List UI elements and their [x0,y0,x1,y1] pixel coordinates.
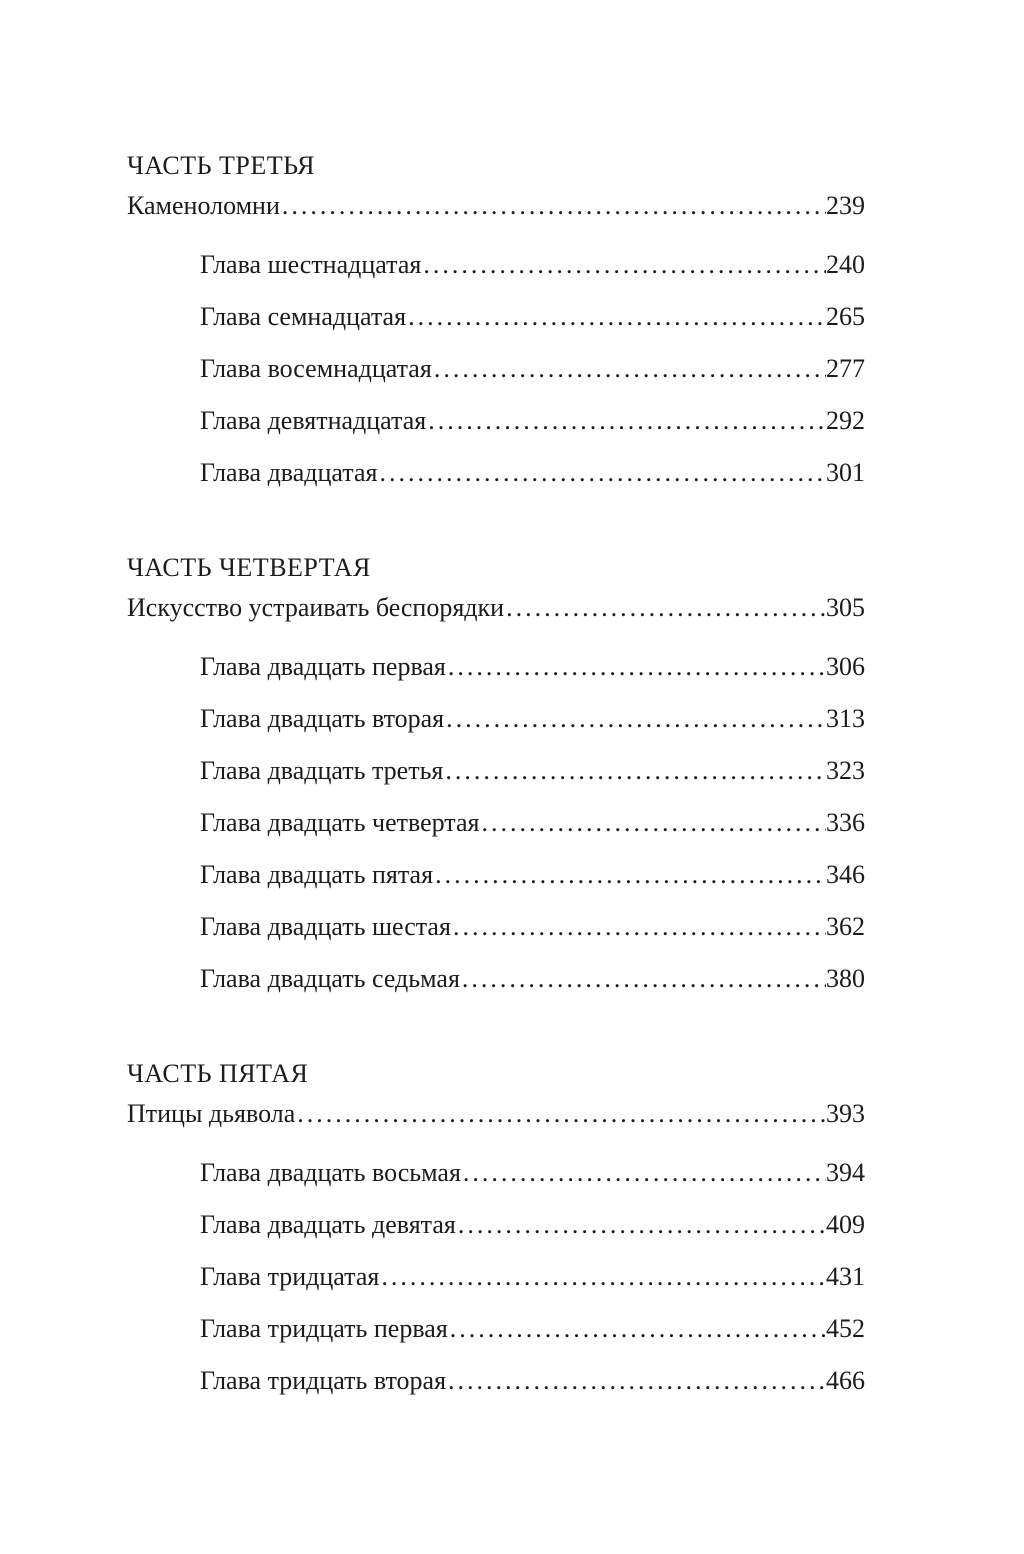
dot-leader [463,1160,826,1186]
chapter-label: Глава двадцать седьмая [200,964,460,993]
dot-leader [282,186,826,226]
toc-part [127,548,865,992]
chapter-page-number: 336 [826,808,865,837]
chapter-label: Глава двадцать первая [200,652,446,681]
chapter-label: Глава шестнадцатая [200,250,422,279]
chapter-page-number: 409 [826,1210,865,1239]
chapter-label: Глава тридцатая [200,1262,380,1291]
dot-leader [423,252,826,278]
chapter-page-number: 394 [826,1158,865,1187]
toc-entry [200,758,865,784]
chapter-page-number: 301 [826,458,865,487]
dot-leader [435,862,826,888]
part-title: ЧАСТЬ ЧЕТВЕРТАЯ [127,553,371,582]
toc-entry [200,1316,865,1342]
dot-leader [381,1264,826,1290]
part-title: ЧАСТЬ ТРЕТЬЯ [127,151,316,180]
chapter-label: Глава семнадцатая [200,302,407,331]
part-subtitle-label: Каменоломни [127,191,280,220]
part-page-number: 239 [826,191,865,220]
chapter-label: Глава тридцать первая [200,1314,448,1343]
chapter-label: Глава двадцать восьмая [200,1158,461,1187]
dot-leader [448,654,826,680]
chapter-label: Глава двадцать четвертая [200,808,480,837]
part-page-number: 305 [826,593,865,622]
chapter-page-number: 466 [826,1366,865,1395]
dot-leader [481,810,826,836]
dot-leader [462,966,826,992]
chapter-page-number: 431 [826,1262,865,1291]
chapter-page-number: 277 [826,354,865,383]
chapter-page-number: 265 [826,302,865,331]
chapter-label: Глава тридцать вторая [200,1366,447,1395]
toc-entry [200,914,865,940]
dot-leader [408,304,826,330]
chapter-label: Глава двадцатая [200,458,378,487]
toc-entry [200,810,865,836]
toc-entry [200,862,865,888]
chapter-page-number: 313 [826,704,865,733]
chapter-label: Глава девятнадцатая [200,406,427,435]
chapter-label: Глава двадцать третья [200,756,444,785]
dot-leader [445,758,826,784]
dot-leader [446,706,826,732]
chapter-page-number: 380 [826,964,865,993]
chapter-page-number: 306 [826,652,865,681]
toc-entry [200,966,865,992]
chapter-label: Глава двадцать пятая [200,860,434,889]
chapter-page-number: 452 [826,1314,865,1343]
part-subtitle-label: Искусство устраивать беспорядки [127,593,505,622]
toc-entry [200,356,865,382]
toc-part [127,1054,865,1394]
chapter-label: Глава двадцать шестая [200,912,451,941]
chapter-page-number: 292 [826,406,865,435]
chapter-label: Глава двадцать девятая [200,1210,456,1239]
toc-entry [200,1160,865,1186]
chapter-page-number: 346 [826,860,865,889]
chapter-label: Глава двадцать вторая [200,704,445,733]
chapter-page-number: 323 [826,756,865,785]
toc-entry [200,252,865,278]
part-page-number: 393 [826,1099,865,1128]
table-of-contents [127,146,865,1394]
dot-leader [379,460,826,486]
dot-leader [450,1316,826,1342]
dot-leader [453,914,826,940]
chapter-list [127,654,865,992]
dot-leader [506,588,826,628]
toc-entry [200,706,865,732]
part-subtitle-label: Птицы дьявола [127,1099,296,1128]
part-subtitle-row [127,1094,865,1134]
toc-entry [200,460,865,486]
toc-entry [200,654,865,680]
toc-entry [200,1264,865,1290]
part-subtitle-row [127,186,865,226]
chapter-page-number: 240 [826,250,865,279]
toc-entry [200,408,865,434]
chapter-list [127,252,865,486]
toc-entry [200,304,865,330]
dot-leader [448,1368,826,1394]
chapter-label: Глава восемнадцатая [200,354,432,383]
toc-part [127,146,865,486]
part-title: ЧАСТЬ ПЯТАЯ [127,1059,309,1088]
part-subtitle-row [127,588,865,628]
dot-leader [458,1212,826,1238]
chapter-page-number: 362 [826,912,865,941]
toc-entry [200,1212,865,1238]
dot-leader [428,408,826,434]
dot-leader [434,356,826,382]
dot-leader [297,1094,826,1134]
chapter-list [127,1160,865,1394]
toc-entry [200,1368,865,1394]
